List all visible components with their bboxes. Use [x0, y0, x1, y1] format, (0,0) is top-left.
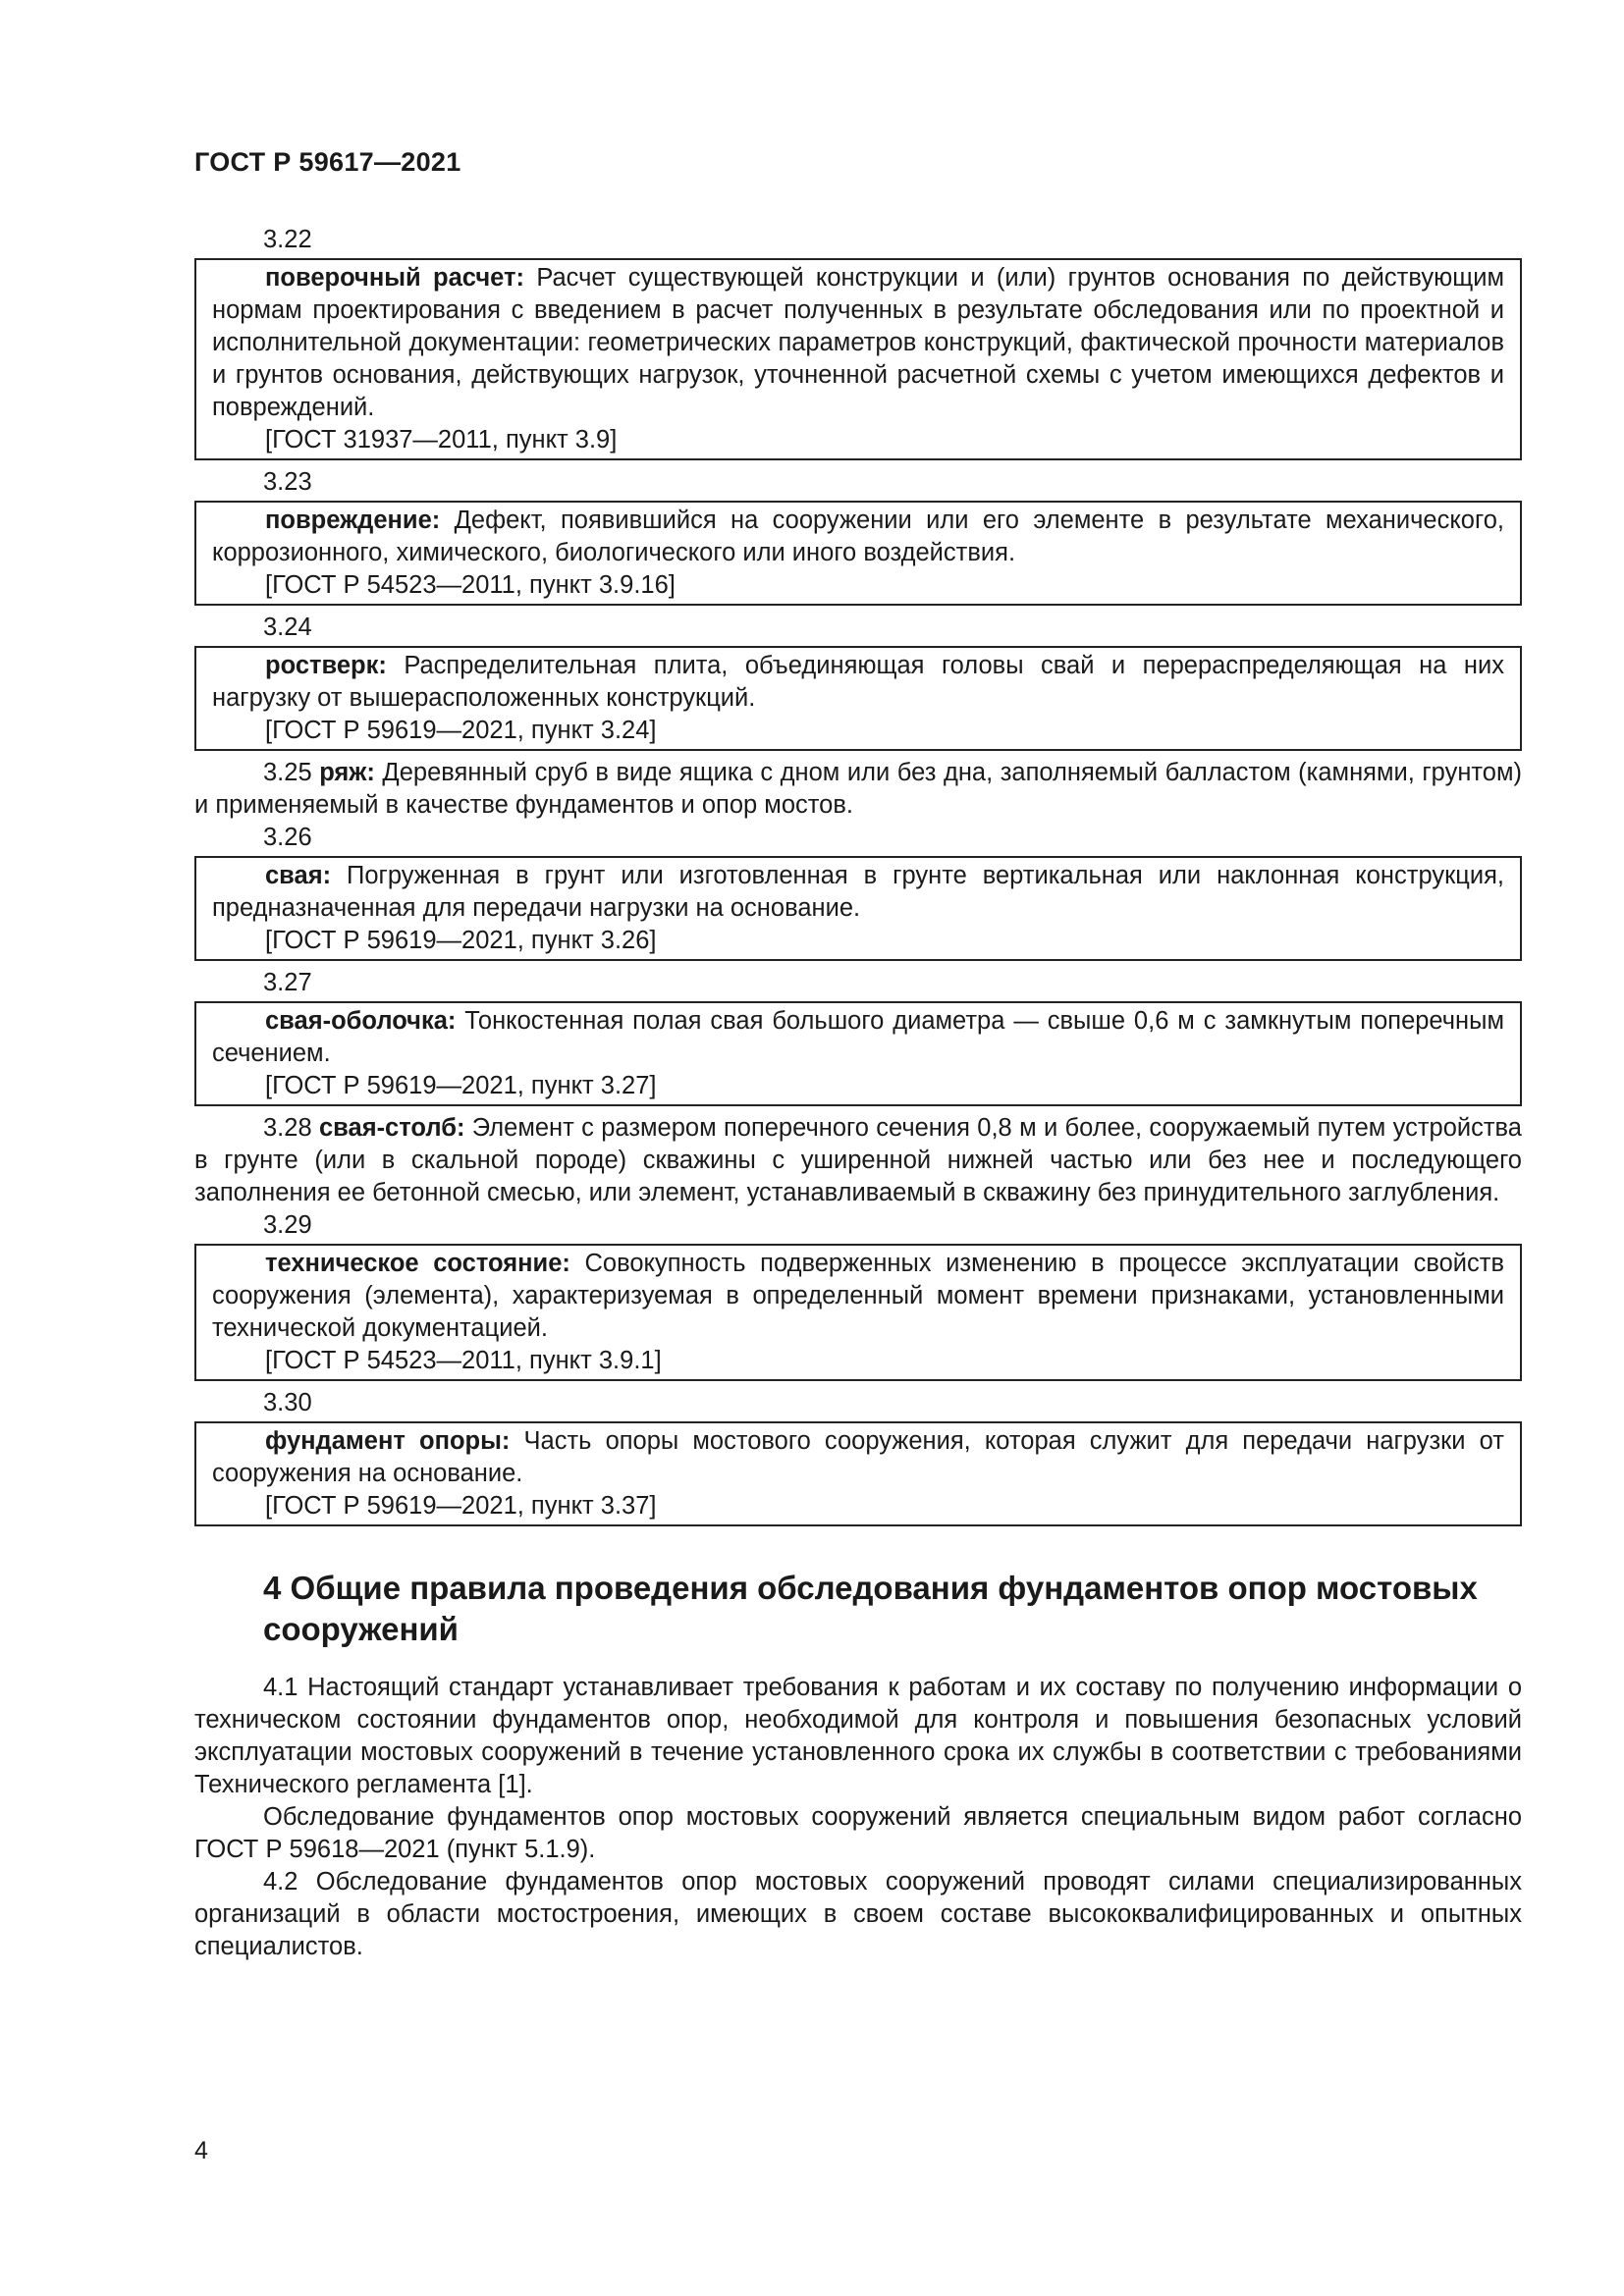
definition-text: [212, 650, 1504, 715]
term-name: повреждение:: [265, 507, 441, 534]
paragraph-4-2: 4.2 Обследование фундаментов опор мостовых сооружений проводят силами специализированных организаций в области мостостроения, имеющих в своем составе высококвалифицированных и опытных специалистов.: [194, 1868, 1522, 1960]
definition-source: [ГОСТ Р 59619—2021, пункт 3.24]: [265, 717, 657, 744]
term-name: техническое состояние:: [265, 1250, 570, 1277]
definition-box: [194, 1421, 1522, 1526]
term-number: 3.27: [263, 969, 312, 996]
term-name: ряж:: [319, 759, 375, 786]
term-name: свая:: [265, 862, 332, 889]
term-name: поверочный расчет:: [265, 264, 524, 292]
definition-box: [194, 646, 1522, 751]
term-number: 3.25: [263, 759, 312, 786]
definition-source: [ГОСТ Р 54523—2011, пункт 3.9.16]: [265, 571, 676, 599]
term-definition: Расчет существующей конструкции и (или) грунтов основания по действующим нормам проектирования с введением в расчет полученных в результате обследования или по проектной и исполнительной документации: геометрических параметров конструкций, фактической прочности материалов и грунтов основания, действующих нагрузок, уточненной расчетной схемы с учетом имеющихся дефектов и повреждений.: [212, 264, 1504, 421]
term-definition: Деревянный сруб в виде ящика с дном или без дна, заполняемый балластом (камнями, грунтом) и применяемый в качестве фундаментов и опор мостов.: [194, 759, 1522, 819]
term-number: 3.30: [263, 1389, 312, 1416]
term-definition: Часть опоры мостового сооружения, которая служит для передачи нагрузки от сооружения на основание.: [212, 1427, 1504, 1487]
term-definition: Погруженная в грунт или изготовленная в грунте вертикальная или наклонная конструкция, предназначенная для передачи нагрузки на основание.: [212, 862, 1504, 922]
page-number: 4: [194, 2137, 208, 2164]
definition-box: [194, 258, 1522, 460]
term-name: свая-столб:: [318, 1114, 465, 1142]
term-number: 3.24: [263, 614, 312, 641]
term-definition: Распределительная плита, объединяющая головы свай и перераспределяющая на них нагрузку от вышерасположенных конструкций.: [212, 652, 1504, 712]
definition-source: [ГОСТ 31937—2011, пункт 3.9]: [265, 426, 618, 454]
definition-text: [212, 1425, 1504, 1490]
term-number: 3.26: [263, 824, 312, 851]
term-name: ростверк:: [265, 652, 387, 679]
page-content: [194, 224, 1522, 1963]
definition-source: [ГОСТ Р 59619—2021, пункт 3.26]: [265, 927, 657, 954]
paragraph-4-1: 4.1 Настоящий стандарт устанавливает требования к работам и их составу по получению информации о техническом состоянии фундаментов опор, необходимой для контроля и повышения безопасных условий эксплуатации мостовых сооружений в течение установленного срока их службы в соответствии с требованиями Технического регламента [1].: [194, 1674, 1522, 1798]
definition-source: [ГОСТ Р 59619—2021, пункт 3.37]: [265, 1492, 657, 1520]
term-number: 3.29: [263, 1211, 312, 1239]
definition-source: [ГОСТ Р 59619—2021, пункт 3.27]: [265, 1072, 657, 1099]
paragraph-4-1-cont: Обследование фундаментов опор мостовых сооружений является специальным видом работ согласно ГОСТ Р 59618—2021 (пункт 5.1.9).: [194, 1803, 1522, 1863]
term-name: фундамент опоры:: [265, 1427, 511, 1455]
definition-box: [194, 1001, 1522, 1106]
term-name: свая-оболочка:: [265, 1007, 457, 1035]
definition-text: [212, 262, 1504, 424]
definition-text: [212, 1248, 1504, 1345]
term-number: 3.28: [263, 1114, 312, 1142]
term-definition: Дефект, появившийся на сооружении или его элементе в результате механического, коррозионного, химического, биологического или иного воздействия.: [212, 507, 1504, 566]
definition-box: [194, 856, 1522, 961]
definition-source: [ГОСТ Р 54523—2011, пункт 3.9.1]: [265, 1347, 662, 1374]
definition-box: [194, 1244, 1522, 1381]
definition-box: [194, 501, 1522, 606]
definition-text: [212, 1005, 1504, 1070]
definition-text: [212, 505, 1504, 569]
section-heading: 4 Общие правила проведения обследования фундаментов опор мостовых сооружений: [263, 1570, 1478, 1647]
term-number: 3.22: [263, 226, 312, 253]
inline-definition: [194, 757, 1522, 822]
term-definition: Совокупность подверженных изменению в процессе эксплуатации свойств сооружения (элемента), характеризуемая в определенный момент времени признаками, установленными технической документацией.: [212, 1250, 1505, 1342]
term-definition: Элемент с размером поперечного сечения 0,8 м и более, сооружаемый путем устройства в грунте (или в скальной породе) скважины с уширенной нижней частью или без нее и последующего заполнения ее бетонной смесью, или элемент, устанавливаемый в скважину без принудительного заглубления.: [194, 1114, 1522, 1206]
term-number: 3.23: [263, 468, 312, 496]
term-definition: Тонкостенная полая свая большого диаметра — свыше 0,6 м с замкнутым поперечным сечением.: [212, 1007, 1504, 1067]
inline-definition: [194, 1112, 1522, 1209]
document-code-header: ГОСТ Р 59617—2021: [194, 147, 461, 177]
definition-text: [212, 860, 1504, 925]
